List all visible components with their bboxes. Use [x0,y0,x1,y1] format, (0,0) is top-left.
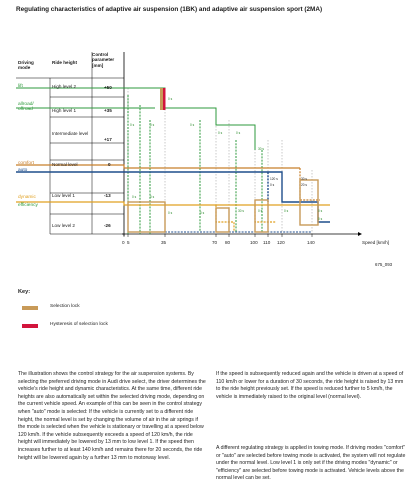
x-axis-label: Speed [km/h] [362,240,390,245]
x-tick-120: 120 [277,240,285,245]
x-tick-110: 110 [263,240,271,245]
note-16: 30 s [238,209,245,213]
header-ride-height: Ride height [52,60,78,65]
param-plus-17: +17 [104,137,112,142]
x-tick-35: 35 [161,240,167,245]
x-tick-70: 70 [212,240,218,245]
note-15: 0 s [200,211,205,215]
header-driving-mode: Driving mode [18,60,34,71]
x-tick-5: 5 [127,240,130,245]
mode-dynamic: dynamic [18,195,36,200]
ride-high-level-2: High level 2 [52,84,77,89]
note-6: 0 s [236,131,241,135]
note-9: 0 s [270,183,275,187]
ride-low-level-2: Low level 2 [52,223,75,228]
note-14: 0 s [168,211,173,215]
ride-intermediate-level: Intermediate level [52,131,89,136]
ride-high-level-1: High level 1 [52,108,77,113]
ride-normal-level: Normal level [52,162,78,167]
note-11: 20 s [301,183,308,187]
page-title: Regulating characteristics of adaptive air suspension (1BK) and adaptive air suspension sport (2MA) [16,6,323,13]
hysteresis-label: Hysteresis of selection lock [50,322,108,327]
x-tick-80: 80 [225,240,231,245]
header-control-parameter: Control parameter [mm] [92,52,115,68]
x-tick-100: 100 [250,240,258,245]
hysteresis-bar-1 [163,88,166,110]
key-title: Key: [18,289,31,295]
x-tick-140: 140 [307,240,315,245]
note-10: 30 s [301,177,308,181]
paragraph-right-1: If the speed is subsequently reduced again and the vehicle is driven at a speed of 110 km/h or lower for a duration of 30 seconds, the ride height is raised by 13 mm to the ride height previously set. If the speed is reduced further to 5 km/h, the vehicle is immediately raised to the original level (normal level). [216,371,404,400]
note-2: 0 s [130,123,135,127]
param-zero: 0 [108,162,111,167]
mode-allroad: allroad/ offroad [18,102,34,113]
note-1: 0 s [168,97,173,101]
note-4: 0 s [190,123,195,127]
selection-lock-label: Selection lock [50,304,80,309]
note-7: 30 s [258,147,265,151]
mode-efficiency: efficiency [18,203,38,208]
x-tick-0: 0 [122,240,125,245]
param-minus-13: -13 [104,193,111,198]
param-minus-26: -26 [104,223,111,228]
note-3: 0 s [150,123,155,127]
mode-auto: auto [18,168,28,173]
mode-comfort: comfort [18,161,34,166]
note-19: 0 s [318,209,323,213]
paragraph-right-2: A different regulating strategy is applied in towing mode. If driving modes "comfort" or "auto" are selected before towing mode is activated, the system will not regulate under the normal level. Low level 1 is only set if the driving modes "dynamic" or "efficiency" are selected before towing mode is activated. Vehicle levels above the normal level can be set. [216,445,406,482]
note-8: 120 s [270,177,278,181]
note-17: 0 s [258,209,263,213]
note-18: 0 s [284,209,289,213]
note-20: 0 s [318,217,323,221]
note-12: 0 s [132,195,137,199]
param-plus-35: +35 [104,108,112,113]
note-5: 0 s [218,131,223,135]
hysteresis-swatch [22,324,38,328]
mode-lift: lift [18,84,23,89]
note-13: 0 s [150,195,155,199]
x-axis-arrow [358,232,362,236]
figure-reference: 675_093 [375,262,393,267]
param-plus-50: +50 [104,85,112,90]
selection-lock-swatch [22,306,38,310]
ride-low-level-1: Low level 1 [52,193,75,198]
paragraph-left: The illustration shows the control strategy for the air suspension systems. By selecting the preferred driving mode in Audi drive select, the driver determines the vehicle's ride height and dynamic characteristics. At the same time, different ride heights are also automatically set within the selected driving mode, depending on the current vehicle speed. An example of this can be seen in the control strategy when "auto" mode is selected: If the vehicle is currently set to a different ride height, the normal level is set by changing the volume of air in the air springs if the mode is selected when the vehicle is stationary or travelling at a speed below 120 km/h. If the vehicle subsequently exceeds a speed of 120 km/h, the ride height will immediately be lowered by 13 mm to low level 1. If the speed then increases further to at least 140 km/h and remains there for 20 seconds, the ride height will be lowered again by a further 13 mm to motorway level. [18,371,206,461]
selection-lock-bar-1 [160,88,163,110]
